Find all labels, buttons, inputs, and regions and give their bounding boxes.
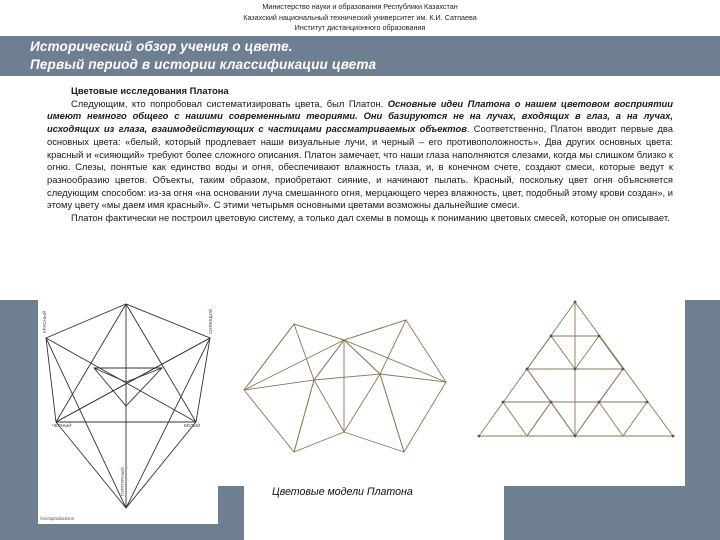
tetrahedron-svg [38,296,218,524]
title-banner [0,36,720,76]
subdivided-triangle-svg [467,296,685,458]
institute-line: Институт дистанционного образования [294,23,426,32]
paragraph-2: Платон фактически не построил цветовую систему, а только дал схемы в помощь к пониманию цветовых смесей, которые он описывает. [71,212,670,224]
label-right: БЕЛЫЙ [184,423,201,428]
slide-subtitle: Первый период в истории классификации цвета [30,57,377,72]
paragraph-1-rest: . Соответственно, Платон вводит первые два основных цвета: «белый, который продлевает наши визуальные лучи, и черный – его противоположность». Два других основных цвета: красный и «сияющий» требуют более сложного описания. Платон замечает, что наши глаза наполняются слезами, когда мы слишком близко к огню. Слезы, понятые как единство воды и огня, обеспечивают влажность глаза, и, в конечном счете, создают смеси, которые ведут к разнообразию цветов. Объекты, таким образом, приобретают сияние, и начинают пылать. Красный, поскольку цвет огня объясняется следующим способом: из-за огня «на основании луча смешанного огня, мерцающего через влажность, цвет, подобный этому крови создан», и этому цвету «мы даем имя красный». С этими четырьмя основными цветами возможны дальнейшие смеси. [47,123,674,211]
figure-tetrahedron [38,296,218,524]
figure-subdivided-triangle [467,296,685,458]
institution-header [0,2,720,34]
caption-background [244,470,504,540]
label-bottom: ПУРПУРНЫЙ [120,467,125,496]
label-left: ЧЁРНЫЙ [52,423,72,428]
slide-title: Исторический обзор учения о цвете. [30,39,293,54]
paragraph-1-intro: Следующим, кто попробовал систематизировать цвета, был Платон. [71,97,388,109]
ministry-line: Министерство науки и образования Республики Казахстан [262,2,458,11]
section-heading: Цветовые исследования Платона [71,85,229,96]
figure-credit: ©echoproductions [40,516,74,521]
label-top-left: КРАСНЫЙ [42,311,47,333]
paragraph-1 [47,98,673,212]
body-text [47,85,673,225]
figure-triangle-net [236,312,460,474]
university-line: Казахский национальный технический университет им. К.И. Сатпаева [243,12,477,22]
paragraph-1-emphasis: Основные идеи Платона о нашем цветовом восприятии имеют немного общего с нашими современными теориями. Они базируются не на лучах, входящих в глаз, а на лучах, исходящих из глаза, взаимодействующих с частицами рассматриваемых объектов [47,97,673,135]
label-top-right: СИЯЮЩИЙ [208,309,213,334]
triangle-net-svg [236,312,460,474]
figure-caption: Цветовые модели Платона [272,486,413,498]
